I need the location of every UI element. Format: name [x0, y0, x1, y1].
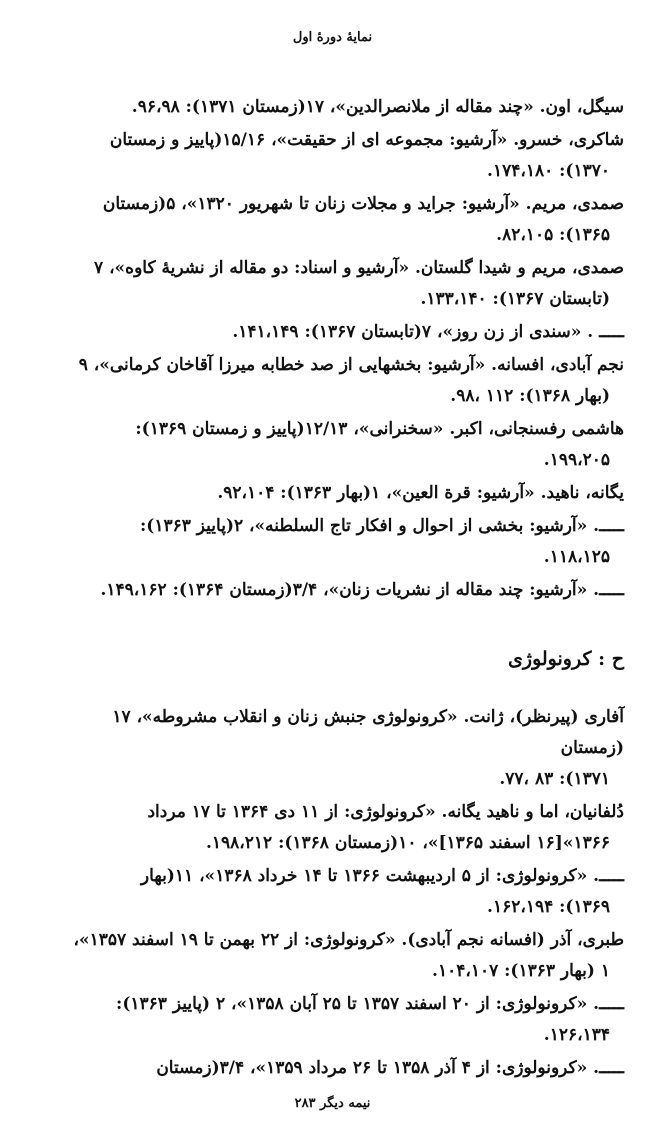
bibliography-entry — [44, 797, 624, 859]
entry-line-continuation: (بهار ۱۳۶۸): ۱۱۲ ،۹۸. — [450, 386, 610, 406]
entry-line: ـــــ. «آرشیو: بخشی از احوال و افکار تاج السلطنه»، ۲(پاییز ۱۳۶۳): — [140, 516, 624, 536]
bibliography-entry — [44, 253, 624, 315]
entry-line: هاشمی رفسنجانی، اکبر. «سخنرانی»، ۱۲/۱۳(پاییز و زمستان ۱۳۶۹): — [135, 419, 624, 439]
section-two-entries — [44, 702, 624, 1086]
bibliography-entry — [44, 125, 624, 187]
entry-line: ـــــ. «کرونولوژی: از ۵ اردیبهشت ۱۳۶۶ تا ۱۴ خرداد ۱۳۶۸»، ۱۱(بهار — [140, 866, 624, 886]
entry-line-continuation: (تابستان ۱۳۶۷): ۱۳۳،۱۴۰. — [420, 289, 610, 309]
entry-line: سیگل، اون. «چند مقاله از ملانصرالدین»، ۱۷(زمستان ۱۳۷۱): ۹۶،۹۸. — [131, 97, 624, 117]
bibliography-entry — [44, 702, 624, 795]
entry-line-continuation: ۱۳۶۵): ۸۲،۱۰۵. — [496, 225, 610, 245]
bibliography-entry — [44, 861, 624, 923]
section-heading-chronology: ح : کرونولوژی — [508, 648, 624, 670]
entry-line: یگانه، ناهید. «آرشیو: قرة العین»، ۱(بهار ۱۳۶۳): ۹۲،۱۰۴. — [217, 483, 624, 503]
entry-line: نجم آبادی، افسانه. «آرشیو: بخشهایی از صد خطابه میرزا آقاخان کرمانی»، ۹ — [78, 355, 624, 375]
entry-line: دُلفانیان، اما و ناهید یگانه. «کرونولوژی: از ۱۱ دی ۱۳۶۴ تا ۱۷ مرداد — [147, 802, 624, 822]
bibliography-entry — [44, 92, 624, 123]
entry-line: ـــــ. «کرونولوژی: از ۴ آذر ۱۳۵۸ تا ۲۶ مرداد ۱۳۵۹»، ۳/۴(زمستان — [156, 1058, 624, 1078]
bibliography-entry — [44, 350, 624, 412]
bibliography-entry — [44, 478, 624, 509]
entry-line-continuation: ۱۱۸،۱۲۵. — [543, 547, 610, 567]
bibliography-entry — [44, 575, 624, 606]
entry-line-continuation: ۱۹۹،۲۰۵. — [543, 450, 610, 470]
entry-line-continuation: ۱۳۷۰): ۱۷۴،۱۸۰. — [487, 161, 610, 181]
entry-line: ـــــ . «سندی از زن روز»، ۷(تابستان ۱۳۶۷): ۱۴۱،۱۴۹. — [232, 322, 624, 342]
bibliography-entry — [44, 189, 624, 251]
entry-line: ـــــ. «کرونولوژی: از ۲۰ اسفند ۱۳۵۷ تا ۲۵ آبان ۱۳۵۸»، ۲ (پاییز ۱۳۶۳): — [116, 994, 624, 1014]
bibliography-entry — [44, 414, 624, 476]
entry-line-continuation: ۱۳۶۹): ۱۶۲،۱۹۴. — [487, 897, 610, 917]
running-head: نمایهٔ دورهٔ اول — [292, 30, 373, 45]
entry-line: شاکری، خسرو. «آرشیو: مجموعه ای از حقیقت»، ۱۵/۱۶(پاییز و زمستان — [109, 130, 624, 150]
entry-line-continuation: ۱۳۶۶»[۱۶ اسفند ۱۳۶۵]»، ۱۰(زمستان ۱۳۶۸): ۱۹۸،۲۱۲. — [205, 833, 610, 853]
entry-line: صمدی، مریم. «آرشیو: جراید و مجلات زنان تا شهریور ۱۳۲۰»، ۵(زمستان — [102, 194, 624, 214]
entry-line-continuation: ۱۳۷۱): ۸۳ ،۷۷. — [499, 769, 610, 789]
entry-line-continuation: ۱۲۶،۱۳۴. — [543, 1025, 610, 1045]
bibliography-entry — [44, 511, 624, 573]
entry-line: آفاری (پیرنظر)، ژانت. «کرونولوژی جنبش زنان و انقلاب مشروطه»، ۱۷ (زمستان — [112, 707, 624, 758]
entry-line: طبری، آذر (افسانه نجم آبادی). «کرونولوژی: از ۲۲ بهمن تا ۱۹ اسفند ۱۳۵۷»، — [73, 930, 624, 950]
entry-line: ـــــ. «آرشیو: چند مقاله از نشریات زنان»، ۳/۴(زمستان ۱۳۶۴): ۱۴۹،۱۶۲. — [100, 580, 624, 600]
bibliography-entry — [44, 989, 624, 1051]
bibliography-entry — [44, 317, 624, 348]
entry-line-continuation: ۱ (بهار ۱۳۶۳): ۱۰۴،۱۰۷. — [432, 961, 610, 981]
page-number: نیمه دیگر ۲۸۳ — [294, 1096, 371, 1111]
bibliography-entry — [44, 1053, 624, 1084]
section-one-entries — [44, 92, 624, 608]
entry-line: صمدی، مریم و شیدا گلستان. «آرشیو و اسناد: دو مقاله از نشریهٔ کاوه»، ۷ — [94, 258, 624, 278]
bibliography-entry — [44, 925, 624, 987]
